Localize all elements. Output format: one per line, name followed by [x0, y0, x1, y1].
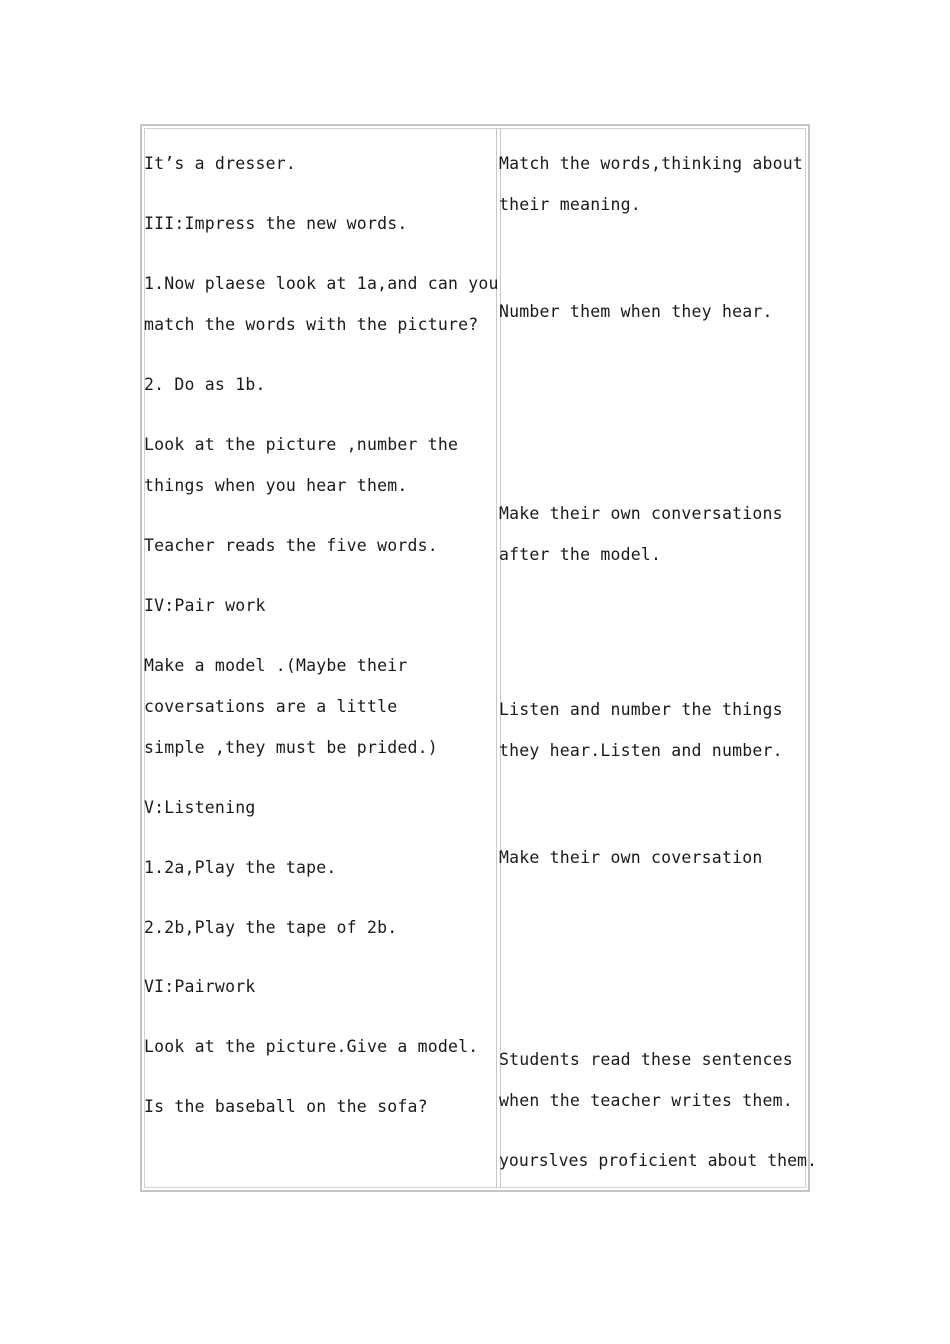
left-line-3: 1.Now plaese look at 1a,and can you	[144, 274, 499, 293]
right-line-3: Number them when they hear.	[499, 302, 773, 321]
left-line-7: things when you hear them.	[144, 476, 408, 495]
left-line-5: 2. Do as 1b.	[144, 375, 266, 394]
left-line-12: simple ,they must be prided.)	[144, 738, 438, 757]
right-line-4: Make their own conversations	[499, 504, 783, 523]
left-line-9: IV:Pair work	[144, 596, 266, 615]
left-line-8: Teacher reads the five words.	[144, 536, 438, 555]
right-line-10: when the teacher writes them.	[499, 1091, 793, 1110]
right-line-11: yourslves proficient about them.	[499, 1151, 817, 1170]
left-line-10: Make a model .(Maybe their	[144, 656, 408, 675]
right-line-1: Match the words,thinking about	[499, 154, 804, 173]
right-line-7: they hear.Listen and number.	[499, 741, 783, 760]
right-line-9: Students read these sentences	[499, 1050, 793, 1069]
left-line-13: V:Listening	[144, 798, 256, 817]
left-line-11: coversations are a little	[144, 697, 398, 716]
left-line-14: 1.2a,Play the tape.	[144, 858, 337, 877]
left-line-15: 2.2b,Play the tape of 2b.	[144, 918, 398, 937]
right-line-2: their meaning.	[499, 195, 641, 214]
left-line-1: It’s a dresser.	[144, 154, 297, 173]
left-line-6: Look at the picture ,number the	[144, 435, 459, 454]
left-line-4: match the words with the picture?	[144, 315, 479, 334]
left-line-17: Look at the picture.Give a model.	[144, 1037, 479, 1056]
left-line-16: VI:Pairwork	[144, 977, 256, 996]
right-line-5: after the model.	[499, 545, 662, 564]
left-line-18: Is the baseball on the sofa?	[144, 1097, 428, 1116]
left-line-2: III:Impress the new words.	[144, 214, 408, 233]
right-line-8: Make their own coversation	[499, 848, 763, 867]
right-line-6: Listen and number the things	[499, 700, 783, 719]
